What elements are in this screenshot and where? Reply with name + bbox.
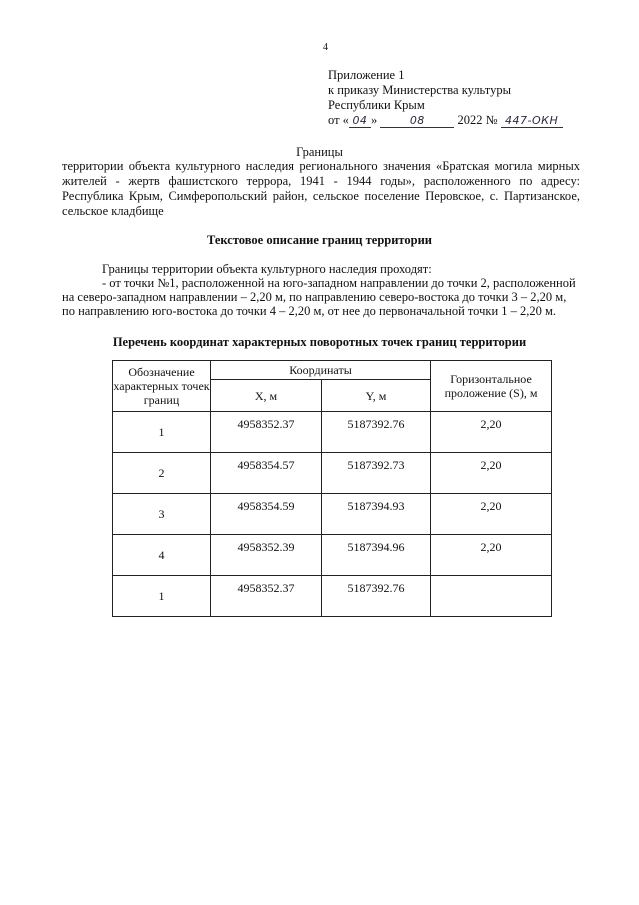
cell-s: 2,20	[431, 494, 552, 535]
cell-y: 5187392.76	[322, 576, 431, 617]
header-x: X, м	[211, 380, 322, 412]
cell-point: 2	[113, 453, 211, 494]
table-header-row	[113, 361, 552, 380]
order-month: 08	[380, 115, 454, 128]
appendix-header	[328, 68, 563, 128]
object-description: территории объекта культурного наследия регионального значения «Братская могила мирных жителей - жертв фашистского террора, 1941 - 1944 годы», расположенного по адресу: Республика Крым, Симферопольский район, сельское поселение Перовское, с. Партизанское, сельское кладбище	[62, 159, 580, 218]
cell-x: 4958354.59	[211, 494, 322, 535]
header-y: Y, м	[322, 380, 431, 412]
section-title: Текстовое описание границ территории	[206, 233, 433, 247]
boundary-intro: Границы территории объекта культурного наследия проходят:	[102, 262, 432, 276]
cell-x: 4958354.57	[211, 453, 322, 494]
order-year: 2022	[457, 113, 483, 127]
header-horizontal-distance: Горизонтальное проложение (S), м	[431, 361, 552, 412]
table-row	[113, 535, 552, 576]
cell-s	[431, 576, 552, 617]
cell-x: 4958352.39	[211, 535, 322, 576]
cell-point: 1	[113, 412, 211, 453]
cell-point: 1	[113, 576, 211, 617]
page-number: 4	[323, 42, 328, 53]
cell-y: 5187394.93	[322, 494, 431, 535]
table-title: Перечень координат характерных поворотных точек границ территории	[112, 335, 527, 349]
table-row	[113, 576, 552, 617]
table-row	[113, 453, 552, 494]
cell-x: 4958352.37	[211, 412, 322, 453]
boundary-text: - от точки №1, расположенной на юго-западном направлении до точки 2, расположенной на северо-западном направлении – 2,20 м, по направлению северо-востока до точки 3 – 2,20 м, по направлению юго-востока до точки 4 – 2,20 м, от нее до первоначальной точки 1 – 2,20 м.	[62, 276, 576, 318]
cell-x: 4958352.37	[211, 576, 322, 617]
order-number: 447-ОКН	[501, 115, 563, 128]
cell-y: 5187392.73	[322, 453, 431, 494]
table-row	[113, 494, 552, 535]
cell-s: 2,20	[431, 412, 552, 453]
table-row	[113, 412, 552, 453]
order-number-label: №	[485, 113, 498, 127]
boundary-description	[62, 262, 582, 318]
cell-point: 3	[113, 494, 211, 535]
cell-point: 4	[113, 535, 211, 576]
order-day: 04	[349, 115, 371, 128]
cell-s: 2,20	[431, 535, 552, 576]
cell-s: 2,20	[431, 453, 552, 494]
document-title: Границы	[296, 145, 343, 159]
appendix-line-1: Приложение 1	[328, 68, 405, 82]
appendix-line-2: к приказу Министерства культуры	[328, 83, 511, 97]
order-prefix: от «	[328, 113, 349, 127]
header-coordinates: Координаты	[211, 361, 431, 380]
cell-y: 5187392.76	[322, 412, 431, 453]
header-point: Обозначение характерных точек границ	[113, 361, 211, 412]
appendix-line-3: Республики Крым	[328, 98, 425, 112]
order-date-line	[328, 113, 563, 128]
cell-y: 5187394.96	[322, 535, 431, 576]
coordinates-table	[112, 360, 552, 617]
order-day-close: »	[370, 113, 378, 127]
